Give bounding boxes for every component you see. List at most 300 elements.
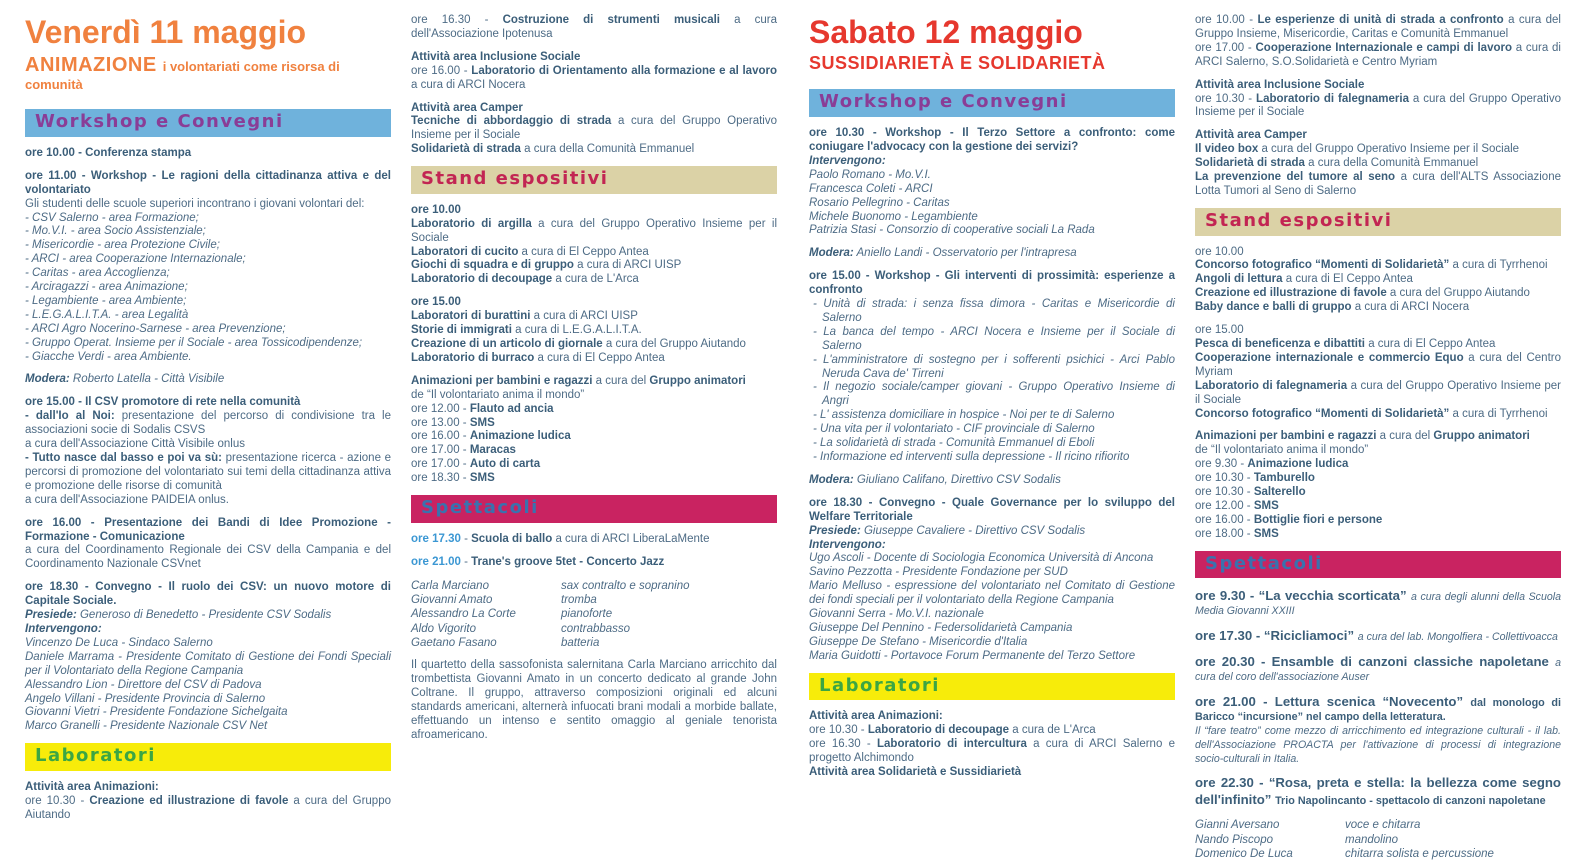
text-segment: Gruppo animatori xyxy=(1433,430,1530,443)
text-segment: Attività area Camper xyxy=(1195,129,1307,142)
program-entry xyxy=(411,204,777,287)
text-line xyxy=(411,533,777,547)
text-line xyxy=(411,246,777,260)
text-segment: - ARCI - area Cooperazione Internazionale; xyxy=(25,253,246,266)
program-entry xyxy=(411,296,777,366)
section-header-laboratori: Laboratori xyxy=(809,673,1175,701)
program-entry xyxy=(1195,129,1561,199)
text-line xyxy=(809,224,1175,238)
performer-row xyxy=(411,636,777,650)
text-line xyxy=(1195,444,1561,458)
text-segment: - Legambiente - area Ambiente; xyxy=(25,294,187,307)
performer-role: chitarra solista e percussione xyxy=(1345,848,1494,860)
text-segment: ore 18.00 - xyxy=(1195,527,1254,540)
day-subtitle xyxy=(25,54,391,94)
text-segment: Savino Pezzotta - Presidente Fondazione per SUD xyxy=(809,566,1068,579)
text-line xyxy=(25,351,391,365)
performer-role: sax contralto e sopranino xyxy=(561,579,690,592)
text-segment: a cura di Tyrrhenoi xyxy=(1449,407,1548,420)
section-header-workshop-convegni: Workshop e Convegni xyxy=(809,89,1175,117)
text-segment: SMS xyxy=(1253,499,1279,512)
column-saturday-1 xyxy=(809,14,1175,827)
program-entry xyxy=(411,51,777,93)
program-entry xyxy=(1195,324,1561,421)
program-entry xyxy=(25,373,391,387)
text-line xyxy=(25,693,391,707)
text-segment: Attività area Camper xyxy=(411,101,523,114)
text-line xyxy=(25,517,391,545)
program-entry xyxy=(1195,588,1561,619)
program-entry xyxy=(809,497,1175,664)
text-line xyxy=(1195,273,1561,287)
subtitle-segment: i volontariati come risorsa di comunità xyxy=(25,58,340,92)
text-segment: Trio Napolincanto - spettacolo di canzoni napoletane xyxy=(1275,795,1546,808)
text-segment: - Mo.V.I. - area Socio Assistenziale; xyxy=(25,225,206,238)
text-line xyxy=(411,338,777,352)
text-segment: Tamburello xyxy=(1253,472,1315,485)
program-entry xyxy=(411,102,777,158)
text-line xyxy=(25,795,391,823)
text-line xyxy=(411,259,777,273)
text-segment: Modera: xyxy=(809,247,854,260)
text-line xyxy=(809,710,1175,724)
text-line xyxy=(25,679,391,693)
text-line xyxy=(809,127,1175,155)
text-segment: - xyxy=(460,532,472,545)
text-segment: - xyxy=(460,555,472,568)
text-line xyxy=(25,198,391,212)
text-line xyxy=(1195,408,1561,422)
text-segment: - Arciragazzi - area Animazione; xyxy=(25,281,188,294)
text-segment: Storie di immigrati xyxy=(411,324,512,337)
text-segment: a cura del lab. Mongolfiera - Collettivoacca xyxy=(1357,631,1558,644)
performer-row xyxy=(1195,833,1561,847)
text-segment: Tecniche di abbordaggio di strada xyxy=(411,115,612,128)
text-segment: a cura di El Ceppo Antea xyxy=(1282,273,1413,286)
text-line xyxy=(25,170,391,198)
program-entry xyxy=(25,396,391,507)
performer-role: voce e chitarra xyxy=(1345,819,1421,832)
performer-role: tromba xyxy=(561,593,597,606)
text-segment: ore 10.30 - xyxy=(809,724,868,737)
text-line xyxy=(1195,472,1561,486)
text-segment: Giuliano Califano, Direttivo CSV Sodalis xyxy=(853,473,1061,486)
text-line xyxy=(809,622,1175,636)
text-segment: Attività area Animazioni: xyxy=(25,780,159,793)
text-segment: Gli studenti delle scuole superiori incontrano i giovani volontari del: xyxy=(25,197,365,210)
text-segment: SMS xyxy=(1253,527,1279,540)
text-segment: a cura del Gruppo Insieme, Misericordie, Caritas e Comunità Emmanuel xyxy=(1195,14,1561,40)
text-segment: a cura de L'Arca xyxy=(552,273,639,286)
text-segment: a cura di El Ceppo Antea xyxy=(534,351,665,364)
text-segment: a cura di ARCI Nocera xyxy=(1351,301,1470,314)
text-segment: a cura dell'Associazione Ipotenusa xyxy=(411,14,777,40)
text-segment: Laboratori di burattini xyxy=(411,310,531,323)
text-segment: ore 12.00 - xyxy=(411,402,470,415)
text-segment: a cura della Comunità Emmanuel xyxy=(1304,157,1479,170)
text-segment: ore 15.00 xyxy=(411,296,461,309)
text-segment: a cura di Tyrrhenoi xyxy=(1449,259,1548,272)
text-segment: - Giacche Verdi - area Ambiente. xyxy=(25,350,192,363)
text-segment: dal monologo di Baricco “incursione” nel campo della letteratura. xyxy=(1195,696,1561,723)
text-line xyxy=(25,720,391,734)
text-segment: Il video box xyxy=(1195,143,1259,156)
performer-name: Nando Piscopo xyxy=(1195,833,1273,846)
text-segment: a cura di El Ceppo Antea xyxy=(518,245,649,258)
text-line xyxy=(25,452,391,494)
day-title: Venerdì 11 maggio xyxy=(25,14,306,50)
text-line xyxy=(411,389,777,403)
text-segment: Laboratorio di falegnameria xyxy=(1256,92,1409,105)
program-entry xyxy=(1195,775,1561,809)
text-segment: SMS xyxy=(469,472,495,485)
text-line xyxy=(1195,694,1561,725)
performer-name: Gaetano Fasano xyxy=(411,637,497,650)
text-segment: Roberto Latella - Città Visibile xyxy=(69,373,225,386)
text-line xyxy=(809,497,1175,525)
text-segment: ore 18.30 - xyxy=(411,472,470,485)
text-segment: ore 17.00 - xyxy=(1195,41,1256,54)
section-header-spettacoli: Spettacoli xyxy=(1195,551,1561,579)
text-line xyxy=(411,65,777,93)
text-segment: a cura degli alunni della Scuola Media Giovanni XXIII xyxy=(1195,591,1561,618)
text-line xyxy=(411,296,777,310)
text-segment: ore 18.30 - Convegno - Il ruolo dei CSV: un nuovo motore di Capitale Sociale. xyxy=(25,581,391,608)
program-entry xyxy=(1195,430,1561,541)
text-line xyxy=(1195,171,1561,199)
text-line xyxy=(1195,338,1561,352)
performer-role: contrabbasso xyxy=(561,622,631,635)
text-line xyxy=(1195,129,1561,143)
text-line xyxy=(25,373,391,387)
text-segment: Creazione ed illustrazione di favole xyxy=(1195,287,1387,300)
text-segment: Creazione ed illustrazione di favole xyxy=(89,794,289,807)
text-segment: a cura dell'ALTS Associazione Lotta Tumori al Seno di Salerno xyxy=(1195,171,1561,197)
text-segment: Intervengono: xyxy=(809,538,886,551)
text-segment: Ugo Ascoli - Docente di Sociologia Economica Università di Ancona xyxy=(809,552,1154,565)
text-line xyxy=(809,423,1175,437)
text-line xyxy=(809,539,1175,553)
program-entry xyxy=(411,14,777,42)
text-segment: a cura del Gruppo Aiutando xyxy=(1386,287,1530,300)
text-line xyxy=(411,218,777,246)
text-line xyxy=(25,337,391,351)
text-line xyxy=(411,352,777,366)
text-segment: SMS xyxy=(469,416,495,429)
text-line xyxy=(411,430,777,444)
text-segment: Laboratorio di falegnameria xyxy=(1195,379,1348,392)
text-segment: a cura di ARCI Salerno, S.O.Solidarietà e Centro Myriam xyxy=(1195,41,1561,68)
text-line xyxy=(1195,287,1561,301)
text-segment: Marco Granelli - Presidente Nazionale CSV Net xyxy=(25,720,268,733)
text-segment: Laboratorio di intercultura xyxy=(877,738,1027,751)
text-segment: Animazione ludica xyxy=(1247,458,1349,471)
text-segment: presentazione ricerca - azione e percorsi di promozione del volontariato sui temi della cittadinanza attiva e promozione delle risorse di comunità xyxy=(25,452,391,492)
performer-row xyxy=(411,622,777,636)
text-segment: Laboratorio di burraco xyxy=(411,351,535,364)
text-segment: ore 11.00 - Workshop - Le ragioni della cittadinanza attiva e del volontariato xyxy=(25,169,391,196)
text-segment: - Una vita per il volontariato - CIF provinciale di Salerno xyxy=(813,423,1095,436)
text-line xyxy=(809,525,1175,539)
text-segment: Attività area Inclusione Sociale xyxy=(1195,78,1365,91)
text-segment: ore 10.30 - Workshop - Il Terzo Settore a confronto: come coniugare l'advocacy con la gestione dei servizi? xyxy=(809,127,1175,153)
text-segment: ore 22.30 - “Rosa, preta e stella: la bellezza come segno dell'infinito” xyxy=(1195,775,1561,808)
text-line xyxy=(25,438,391,452)
text-segment: a cura della Comunità Emmanuel xyxy=(520,143,695,156)
text-line xyxy=(809,636,1175,650)
program-entry xyxy=(1195,628,1561,645)
text-segment: Animazione ludica xyxy=(469,430,571,443)
text-segment: ore 9.30 - xyxy=(1195,458,1248,471)
text-segment: Vincenzo De Luca - Sindaco Salerno xyxy=(25,636,213,649)
text-line xyxy=(1195,79,1561,93)
text-line xyxy=(411,324,777,338)
text-segment: a cura del Gruppo Operativo Insieme per il Sociale xyxy=(1258,143,1520,156)
text-segment: Giovanni Vietri - Presidente Fondazione Sichelgaita xyxy=(25,706,288,719)
text-line xyxy=(809,766,1175,780)
text-segment: a cura del Gruppo Aiutando xyxy=(25,794,391,821)
text-segment: - L'amministratore di sostegno per i sofferenti psichici - Arci Pablo Neruda Cava de' Tirreni xyxy=(813,353,1175,380)
text-segment: de “Il volontariato anima il mondo” xyxy=(1195,444,1369,457)
text-line xyxy=(1195,486,1561,500)
text-line xyxy=(809,437,1175,451)
performer-role: mandolino xyxy=(1345,833,1399,846)
section-header-workshop-convegni: Workshop e Convegni xyxy=(25,109,391,137)
text-line xyxy=(809,566,1175,580)
text-segment: ore 12.00 - xyxy=(1195,499,1254,512)
program-entry xyxy=(1195,694,1561,767)
text-segment: Presiede: xyxy=(25,609,77,622)
section-header-stand-espositivi: Stand espositivi xyxy=(411,166,777,194)
performer-row xyxy=(411,593,777,607)
program-entry xyxy=(809,710,1175,780)
text-line xyxy=(25,281,391,295)
text-segment: Alessandro Lion - Direttore del CSV di Padova xyxy=(25,678,262,691)
text-line xyxy=(25,253,391,267)
text-segment: - La solidarietà di strada - Comunità Emmanuel di Eboli xyxy=(813,437,1095,450)
text-segment: Attività area Inclusione Sociale xyxy=(411,50,581,63)
text-segment: Salterello xyxy=(1253,486,1306,499)
text-line xyxy=(809,183,1175,197)
performer-name: Alessandro La Corte xyxy=(411,608,516,621)
text-segment: Modera: xyxy=(25,373,70,386)
text-segment: Concorso fotografico “Momenti di Solidarietà” xyxy=(1195,259,1450,272)
text-segment: ore 16.00 - xyxy=(411,64,472,77)
text-line xyxy=(809,326,1175,354)
text-segment: ore 17.00 - xyxy=(411,458,470,471)
text-line xyxy=(25,267,391,281)
text-segment: Concorso fotografico “Momenti di Solidarietà” xyxy=(1195,407,1450,420)
text-line xyxy=(25,212,391,226)
text-segment: Laboratorio di Orientamento alla formazione e al lavoro xyxy=(471,64,777,77)
text-segment: Il “fare teatro” come mezzo di arricchimento ed integrazione culturali - il lab. dell'Associazione PROACTA per l'attivazione di processi di integrazione socio-culturali in Italia. xyxy=(1195,724,1561,765)
text-segment: Cooperazione internazionale e commercio Equo xyxy=(1195,351,1464,364)
text-line xyxy=(1195,246,1561,260)
text-line xyxy=(809,552,1175,566)
program-entry xyxy=(25,581,391,734)
program-entry xyxy=(25,170,391,365)
program-entry xyxy=(411,556,777,570)
text-segment: Bottiglie fiori e persone xyxy=(1253,513,1383,526)
text-segment: ore 15.00 - Il CSV promotore di rete nella comunità xyxy=(25,396,301,409)
text-line xyxy=(809,724,1175,738)
text-segment: Cooperazione Internazionale e campi di lavoro xyxy=(1255,41,1512,54)
text-segment: ore 10.30 - xyxy=(1195,472,1254,485)
text-line xyxy=(1195,324,1561,338)
text-line xyxy=(809,650,1175,664)
program-entry xyxy=(411,533,777,547)
text-segment: Michele Buonomo - Legambiente xyxy=(809,210,978,223)
text-segment: Il quartetto della sassofonista salernitana Carla Marciano arricchito dal trombettista Giovanni Amato in un concerto dedicato al grande John Coltrane. Il gruppo, attraverso composizioni originali ed alcuni standards americani, alternerà infuocati brani modali a morbide ballate, effettuando un intenso e sentito omaggio al geniale tenorista afroamericano. xyxy=(411,659,777,741)
text-line xyxy=(1195,259,1561,273)
text-line xyxy=(411,458,777,472)
text-segment: ore 10.00 - Conferenza stampa xyxy=(25,146,192,159)
text-segment: Solidarietà di strada xyxy=(411,143,521,156)
text-segment: Solidarietà di strada xyxy=(1195,157,1305,170)
text-segment: ore 16.30 - xyxy=(411,14,503,26)
performer-name: Aldo Vigorito xyxy=(411,622,476,635)
text-segment: La prevenzione del tumore al seno xyxy=(1195,171,1396,184)
text-segment: a cura del Gruppo Operativo Insieme per il Sociale xyxy=(1195,92,1561,119)
text-segment: Angoli di lettura xyxy=(1195,273,1283,286)
text-line xyxy=(25,147,391,161)
text-segment: ore 10.30 - xyxy=(25,794,90,807)
performer-name: Carla Marciano xyxy=(411,579,489,592)
text-segment: Auto di carta xyxy=(469,458,541,471)
text-segment: Giuseppe Cavaliere - Direttivo CSV Sodalis xyxy=(860,524,1086,537)
text-segment: a cura di ARCI UISP xyxy=(573,259,682,272)
program-entry xyxy=(1195,246,1561,316)
text-segment: - La banca del tempo - ARCI Nocera e Insieme per il Sociale di Salerno xyxy=(813,325,1175,352)
text-segment: ore 16.00 - xyxy=(411,430,470,443)
text-line xyxy=(1195,514,1561,528)
day-title: Sabato 12 maggio xyxy=(809,14,1083,50)
subtitle-segment: ANIMAZIONE xyxy=(25,53,163,76)
text-segment: Mario Melluso - espressione del volontariato nel Comitato di Gestione dei fondi speciali per il volontariato della Regione Campania xyxy=(809,580,1175,607)
text-segment: - Informazione ed interventi sulla depressione - Il ricino rifiorito xyxy=(813,451,1130,464)
text-segment: ore 16.30 - xyxy=(809,738,877,751)
text-line xyxy=(25,225,391,239)
text-line xyxy=(1195,588,1561,619)
text-segment: Giuseppe Del Pennino - Federsolidarietà Campania xyxy=(809,621,1073,634)
text-line xyxy=(1195,42,1561,70)
performer-role: pianoforte xyxy=(561,608,613,621)
text-segment: ore 10.30 - xyxy=(1195,486,1254,499)
section-header-laboratori: Laboratori xyxy=(25,743,391,771)
program-entry xyxy=(25,781,391,823)
text-line xyxy=(1195,380,1561,408)
text-segment: - dall'Io al Noi: xyxy=(25,410,115,423)
text-line xyxy=(25,410,391,438)
text-segment: Gruppo animatori xyxy=(649,374,746,387)
text-line xyxy=(809,451,1175,465)
performer-list xyxy=(411,579,777,651)
text-segment: Flauto ad ancia xyxy=(469,402,554,415)
text-line xyxy=(25,239,391,253)
text-segment: a cura del xyxy=(1376,430,1434,443)
text-line xyxy=(1195,430,1561,444)
text-line xyxy=(809,155,1175,169)
text-segment: a cura del Gruppo Operativo Insieme per il Sociale xyxy=(411,115,777,142)
text-line xyxy=(411,204,777,218)
section-header-stand-espositivi: Stand espositivi xyxy=(1195,208,1561,236)
text-segment: ore 17.30 xyxy=(411,532,461,545)
text-segment: - Tutto nasce dal basso e poi va sù: xyxy=(25,452,222,464)
text-segment: a cura del Centro Myriam xyxy=(1195,351,1561,378)
text-segment: de “Il volontariato anima il mondo” xyxy=(411,388,585,401)
text-line xyxy=(25,323,391,337)
text-segment: ore 16.00 - Presentazione dei Bandi di Idee Promozione - Formazione - Comunicazione xyxy=(25,516,391,543)
text-segment: Animazioni per bambini e ragazzi xyxy=(1195,430,1377,443)
text-segment: Patrizia Stasi - Consorzio di cooperative sociali La Rada xyxy=(809,224,1095,237)
program-entry xyxy=(809,247,1175,261)
text-line xyxy=(1195,725,1561,767)
program-entry xyxy=(809,127,1175,238)
text-segment: Modera: xyxy=(809,473,854,486)
program-entry xyxy=(809,474,1175,488)
program-entry xyxy=(411,375,777,486)
text-segment: Laboratori di cucito xyxy=(411,245,519,258)
text-line xyxy=(25,651,391,679)
text-segment: Creazione di un articolo di giornale xyxy=(411,338,603,350)
text-segment: a cura del xyxy=(592,374,650,387)
text-segment: ore 15.00 - Workshop - Gli interventi di prossimità: esperienze a confronto xyxy=(809,270,1175,297)
text-line xyxy=(411,115,777,143)
program-entry xyxy=(25,147,391,161)
text-line xyxy=(1195,654,1561,685)
text-segment: Animazioni per bambini e ragazzi xyxy=(411,374,593,387)
program-entry xyxy=(1195,14,1561,70)
text-segment: Laboratorio di argilla xyxy=(411,217,532,230)
text-segment: a cura de L'Arca xyxy=(1009,724,1096,737)
text-segment: - L.E.G.A.L.I.T.A. - area Legalità xyxy=(25,308,189,321)
text-segment: a cura del Coordinamento Regionale dei CSV della Campania e del Coordinamento Nazionale CSVnet xyxy=(25,544,391,571)
text-segment: Pesca di beneficenza e dibattiti xyxy=(1195,338,1365,350)
text-segment: a cura di L.E.G.A.L.I.T.A. xyxy=(511,324,642,337)
text-segment: - Misericordie - area Protezione Civile; xyxy=(25,239,220,252)
text-segment: Baby dance e balli di gruppo xyxy=(1195,301,1352,314)
column-friday-2 xyxy=(411,14,777,827)
text-segment: Generoso di Benedetto - Presidente CSV Sodalis xyxy=(76,609,332,622)
text-line xyxy=(411,403,777,417)
text-segment: Laboratorio di decoupage xyxy=(411,273,553,286)
text-segment: ore 13.00 - xyxy=(411,416,470,429)
text-line xyxy=(809,298,1175,326)
text-line xyxy=(1195,301,1561,315)
text-segment: - ARCI Agro Nocerino-Sarnese - area Prevenzione; xyxy=(25,322,286,335)
text-segment: a cura del Gruppo Aiutando xyxy=(602,338,746,350)
text-segment: ore 18.30 - Convegno - Quale Governance per lo sviluppo del Welfare Territoriale xyxy=(809,496,1175,523)
text-segment: ore 10.00 xyxy=(411,203,461,216)
text-segment: ore 21.00 xyxy=(411,555,461,568)
text-segment: Giuseppe De Stefano - Misericordie d'Italia xyxy=(809,635,1028,648)
text-segment: - CSV Salerno - area Formazione; xyxy=(25,211,199,224)
performer-role: batteria xyxy=(561,637,600,650)
text-segment: ore 10.30 - xyxy=(1195,92,1257,105)
text-segment: Aniello Landi - Osservatorio per l'intrapresa xyxy=(853,247,1077,260)
text-segment: ore 10.00 - xyxy=(1195,14,1258,26)
text-line xyxy=(411,143,777,157)
text-line xyxy=(411,659,777,742)
text-line xyxy=(411,273,777,287)
text-segment: - L' assistenza domiciliare in hospice - Noi per te di Salerno xyxy=(813,409,1115,422)
text-segment: ore 21.00 - Lettura scenica “Novecento” xyxy=(1195,693,1471,709)
text-line xyxy=(809,197,1175,211)
text-segment: Intervengono: xyxy=(25,622,102,635)
text-line xyxy=(1195,352,1561,380)
text-line xyxy=(411,375,777,389)
text-line xyxy=(809,474,1175,488)
